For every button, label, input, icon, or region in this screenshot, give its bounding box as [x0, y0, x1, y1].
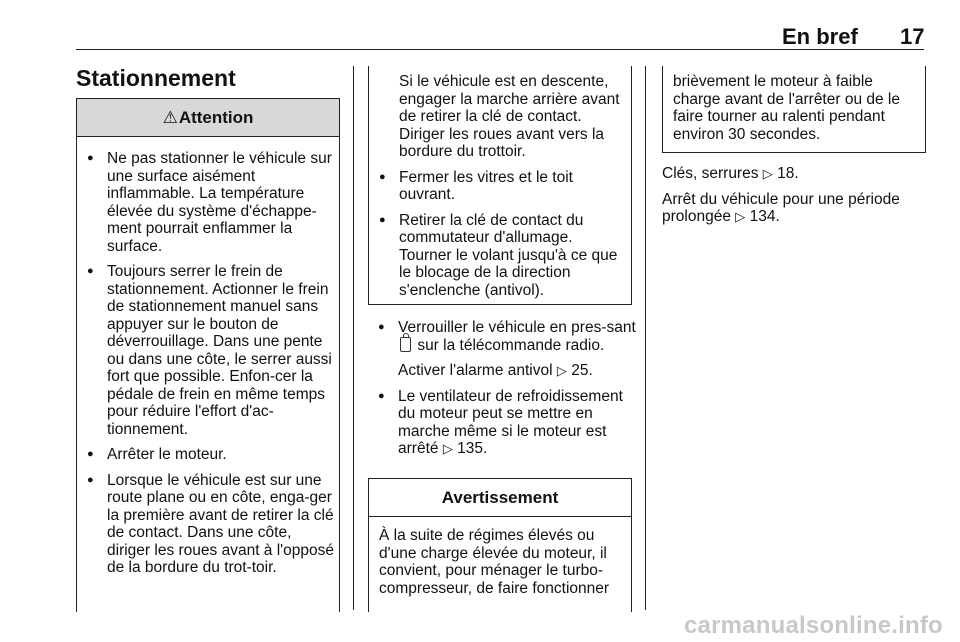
list-item — [374, 388, 636, 458]
watermark: carmanualsonline.info — [684, 612, 943, 639]
lock-icon — [400, 337, 411, 352]
warning-triangle-icon: ⚠ — [162, 107, 178, 127]
middle-list — [374, 319, 636, 458]
column-divider — [645, 66, 646, 610]
reference-arrow-icon: ▷ — [442, 441, 453, 456]
keys-text: Clés, serrures — [662, 165, 759, 182]
warning-title: Avertissement — [441, 487, 559, 507]
attention-title: Attention — [178, 107, 254, 127]
column-divider — [353, 66, 354, 610]
list-item: ● Fermer les vitres et le toit ouvrant. — [375, 169, 627, 204]
reference-arrow-icon: ▷ — [735, 209, 746, 224]
page-number: 17 — [900, 24, 925, 49]
right-box-text: brièvement le moteur à faible charge avant de l'arrêter ou de le faire tourner au ralenti pendant environ 30 secondes. — [673, 73, 900, 143]
alarm-ref[interactable]: 25. — [571, 362, 593, 379]
list-item: ● Retirer la clé de contact du commutateur d'allumage. Tourner le volant jusqu'à ce que le blocage de la direction s'enclenche (antivol). — [375, 212, 627, 300]
keys-ref[interactable]: 18. — [777, 165, 799, 182]
list-item — [374, 319, 636, 380]
stop-line — [662, 191, 924, 226]
fan-item-text: Le ventilateur de refroidissement du moteur peut se mettre en marche même si le moteur est arrêté — [398, 387, 623, 457]
warning-box-header — [369, 479, 631, 517]
attention-box-continued — [368, 66, 632, 305]
reference-arrow-icon: ▷ — [762, 166, 773, 181]
right-body — [662, 165, 924, 234]
list-item: ● Ne pas stationner le véhicule sur une surface aisément inflammable. La température élevée du système d'échappe-ment pourrait enflammer la surface. — [83, 150, 335, 255]
section-title: Stationnement — [76, 65, 236, 91]
attention-box-body — [77, 137, 337, 577]
middle-box-list — [375, 169, 627, 300]
warning-box-body — [369, 517, 631, 597]
alarm-text: Activer l'alarme antivol — [398, 362, 553, 379]
alarm-line — [398, 362, 636, 380]
reference-arrow-icon: ▷ — [556, 363, 567, 378]
stop-text: Arrêt du véhicule pour une période prolongée — [662, 190, 900, 225]
header-title: En bref — [782, 24, 858, 49]
keys-line — [662, 165, 924, 183]
warning-text: À la suite de régimes élevés ou d'une charge élevée du moteur, il convient, pour ménager le turbo-compresseur, de faire fonctionner — [379, 527, 610, 597]
header-rule — [76, 49, 924, 50]
lock-item-after: sur la télécommande radio. — [417, 336, 605, 354]
middle-box-body — [369, 66, 631, 299]
attention-box-header — [77, 99, 339, 137]
attention-box — [76, 98, 340, 612]
warning-box-continued — [662, 66, 926, 153]
fan-item-ref[interactable]: 135. — [457, 440, 488, 457]
lock-item-before: Verrouiller le véhicule en pres-sant — [398, 319, 636, 336]
right-box-body — [663, 66, 925, 143]
list-item: ● Lorsque le véhicule est sur une route plane ou en côte, enga-ger la première avant de retirer la clé de contact. Dans une côte, diriger les roues avant à l'opposé de la bordure du trot-toir. — [83, 472, 335, 577]
box-continuation-text: Si le véhicule est en descente, engager la marche arrière avant de retirer la clé de contact. Diriger les roues avant vers la bordure du trottoir. — [399, 73, 620, 160]
middle-body — [374, 319, 636, 466]
list-item: ● Arrêter le moteur. — [83, 446, 335, 464]
warning-box — [368, 478, 632, 612]
list-item: ● Toujours serrer le frein de stationnement. Actionner le frein de stationnement manuel sans appuyer sur le bouton de déverrouillage. Dans une pente ou dans une côte, le serrer aussi fort que possible. Enfon-cer la pédale de frein en même temps pour réduire l'effort d'ac-tionnement. — [83, 263, 335, 438]
attention-list — [83, 150, 335, 577]
stop-ref[interactable]: 134. — [749, 208, 780, 225]
